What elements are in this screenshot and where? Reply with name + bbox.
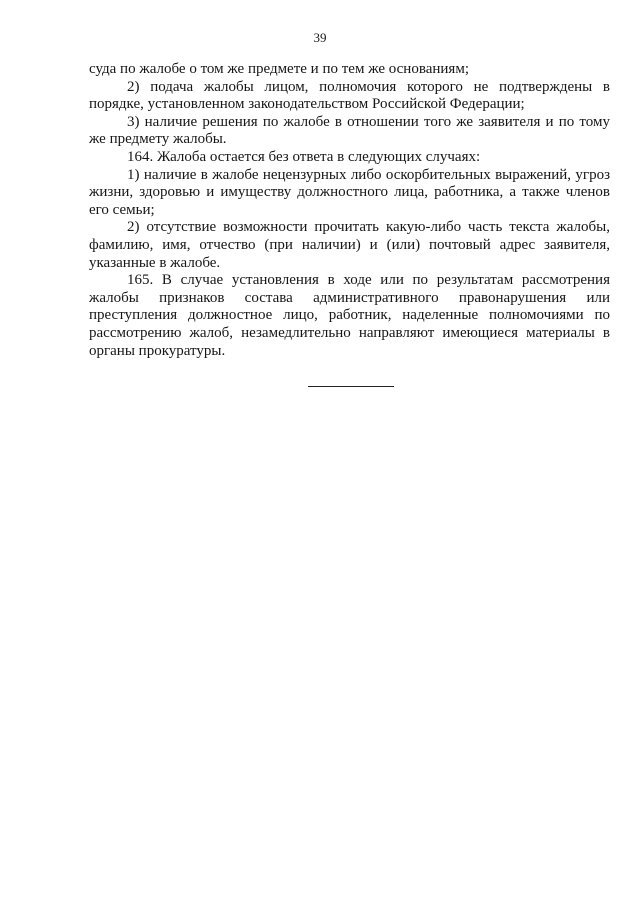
paragraph-section-165: 165. В случае установления в ходе или по результатам рассмотрения жалобы признаков состава административного правонарушения или преступления должностное лицо, работник, наделенные полномочиями по рассмотрению жалоб, незамедлительно направляют имеющиеся материалы в органы прокуратуры. [89, 272, 610, 359]
paragraph-164-item-1: 1) наличие в жалобе нецензурных либо оскорбительных выражений, угроз жизни, здоровью и имуществу должностного лица, работника, а также членов его семьи; [89, 166, 610, 218]
paragraph-item-2: 2) подача жалобы лицом, полномочия которого не подтверждены в порядке, установленном законодательством Российской Федерации; [89, 78, 610, 113]
paragraph-164-item-2: 2) отсутствие возможности прочитать какую-либо часть текста жалобы, фамилию, имя, отчество (при наличии) и (или) почтовый адрес заявителя, указанные в жалобе. [89, 219, 610, 271]
paragraph-item-3: 3) наличие решения по жалобе в отношении того же заявителя и по тому же предмету жалобы. [89, 113, 610, 148]
document-body [89, 61, 610, 360]
page-number: 39 [313, 30, 327, 45]
paragraph-section-164: 164. Жалоба остается без ответа в следующих случаях: [127, 148, 481, 165]
end-separator-line [308, 386, 394, 387]
paragraph-continuation: суда по жалобе о том же предмете и по тем же основаниям; [89, 61, 469, 77]
